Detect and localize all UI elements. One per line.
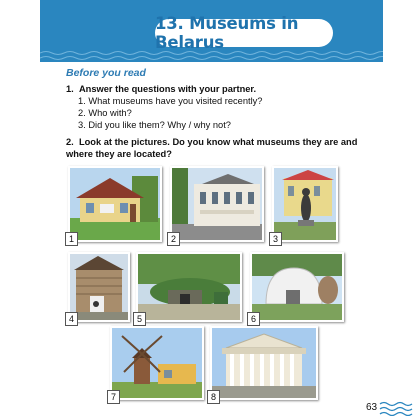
question-1-item-1: 1. What museums have you visited recently?: [78, 96, 263, 106]
title-banner: [40, 0, 383, 62]
photo-number-3: 3: [269, 232, 282, 246]
question-1-item-2: 2. Who with?: [78, 108, 132, 118]
photo-2-image: [172, 168, 262, 240]
footer-wave-icon: [378, 400, 416, 416]
photo-8-image: [212, 328, 316, 398]
photo-number-7: 7: [107, 390, 120, 404]
museum-photo-7: [110, 326, 204, 400]
photo-3-image: [274, 168, 336, 240]
section-heading: Before you read: [66, 67, 146, 79]
question-1-item-3: 3. Did you like them? Why / why not?: [78, 120, 231, 130]
question-2-text: Look at the pictures. Do you know what museums they are and where they are located?: [66, 137, 358, 160]
page-title: 13. Museums in Belarus: [155, 19, 333, 47]
museum-photo-4: [68, 252, 130, 322]
museum-photo-3: [272, 166, 338, 242]
photo-5-image: [138, 254, 240, 320]
photo-number-4: 4: [65, 312, 78, 326]
museum-photo-6: [250, 252, 344, 322]
question-2: [66, 136, 366, 161]
photo-number-1: 1: [65, 232, 78, 246]
museum-photo-2: [170, 166, 264, 242]
museum-photo-5: [136, 252, 242, 322]
photo-number-8: 8: [207, 390, 220, 404]
question-1: [66, 83, 376, 95]
photo-number-5: 5: [133, 312, 146, 326]
question-2-number: 2.: [66, 137, 74, 147]
photo-1-image: [70, 168, 160, 240]
photo-number-6: 6: [247, 312, 260, 326]
page-number: 63: [366, 402, 378, 413]
museum-photo-1: [68, 166, 162, 242]
museum-photo-8: [210, 326, 318, 400]
question-1-number: 1.: [66, 84, 74, 94]
photo-7-image: [112, 328, 202, 398]
photo-4-image: [70, 254, 128, 320]
photo-number-2: 2: [167, 232, 180, 246]
question-1-text: Answer the questions with your partner.: [78, 84, 257, 94]
photo-6-image: [252, 254, 342, 320]
